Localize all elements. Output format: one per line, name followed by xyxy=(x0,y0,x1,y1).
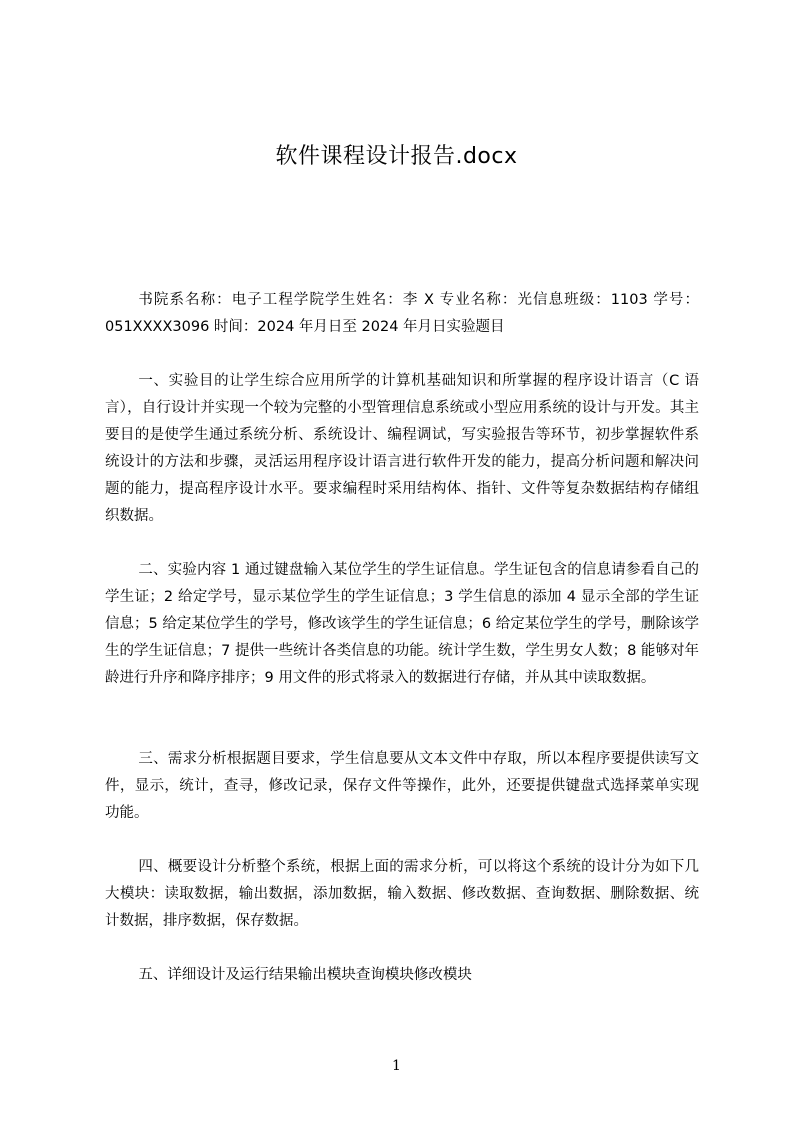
section-outline-design-paragraph: 四、概要设计分析整个系统，根据上面的需求分析，可以将这个系统的设计分为如下几大模块：读取数据，输出数据，添加数据，输入数据、修改数据、查询数据、删除数据、统计数据，排序数据，保存数据。 xyxy=(105,859,699,929)
document-title: 软件课程设计报告.docx xyxy=(275,144,518,169)
section-requirements-paragraph: 三、需求分析根据题目要求，学生信息要从文本文件中存取，所以本程序要提供读写文件，显示，统计，查寻，修改记录，保存文件等操作，此外，还要提供键盘式选择菜单实现功能。 xyxy=(105,751,699,821)
section-content-paragraph: 二、实验内容 1 通过键盘输入某位学生的学生证信息。学生证包含的信息请参看自己的学生证；2 给定学号，显示某位学生的学生证信息；3 学生信息的添加 4 显示全部的学生证信息；5 给定某位学生的学号，修改该学生的学生证信息；6 给定某位学生的学号，删除该学生的学生证信息；7 提供一些统计各类信息的功能。统计学生数，学生男女人数；8 能够对年龄进行升序和降序排序；9 用文件的形式将录入的数据进行存储，并从其中读取数据。 xyxy=(105,562,699,686)
section-detailed-design-paragraph: 五、详细设计及运行结果输出模块查询模块修改模块 xyxy=(138,967,472,983)
section-purpose-paragraph: 一、实验目的让学生综合应用所学的计算机基础知识和所掌握的程序设计语言（C 语言），自行设计并实现一个较为完整的小型管理信息系统或小型应用系统的设计与开发。其主要目的是使学生通过系统分析、系统设计、编程调试，写实验报告等环节，初步掌握软件系统设计的方法和步骤，灵活运用程序设计语言进行软件开发的能力，提高分析问题和解决问题的能力，提高程序设计水平。要求编程时采用结构体、指针、文件等复杂数据结构存储组织数据。 xyxy=(105,373,699,524)
page-number: 1 xyxy=(392,1058,401,1074)
meta-info-paragraph: 书院系名称：电子工程学院学生姓名：李 X 专业名称：光信息班级：1103 学号：051XXXX3096 时间：2024 年月日至 2024 年月日实验题目 xyxy=(105,292,699,335)
